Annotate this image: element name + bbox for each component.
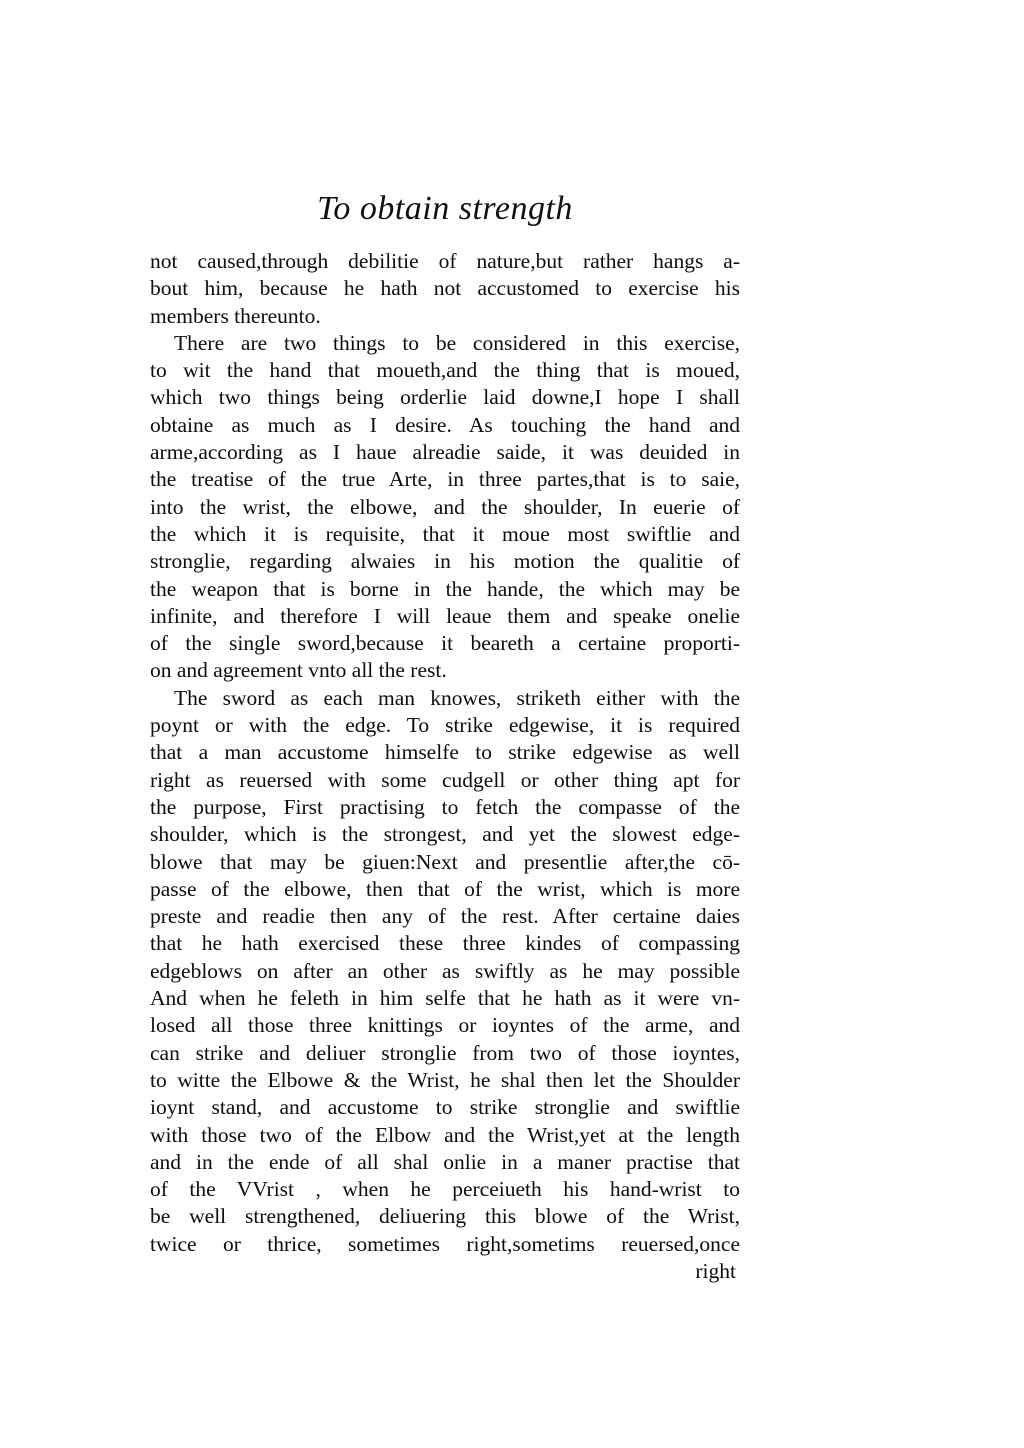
text-line: blowe that may be giuen:Next and presentlie after,the cō-	[150, 849, 740, 874]
text-line: that he hath exercised these three kindes of compassing	[150, 931, 740, 956]
catchword: right	[695, 1258, 736, 1283]
text-line: arme,according as I haue alreadie saide, it was deuided in	[150, 440, 740, 465]
text-line: right as reuersed with some cudgell or other thing apt for	[150, 767, 740, 792]
text-line: losed all those three knittings or ioyntes of the arme, and	[150, 1013, 740, 1038]
text-line: on and agreement vnto all the rest.	[150, 658, 447, 683]
text-line: not caused,through debilitie of nature,but rather hangs a-	[150, 249, 740, 273]
text-line: twice or thrice, sometimes right,sometims reuersed,once	[150, 1231, 740, 1256]
text-line: the purpose, First practising to fetch the compasse of the	[150, 794, 740, 819]
text-line: infinite, and therefore I will leaue them and speake onelie	[150, 603, 740, 628]
text-line: The sword as each man knowes, striketh either with the	[174, 685, 740, 710]
text-line: ioynt stand, and accustome to strike stronglie and swiftlie	[150, 1095, 740, 1120]
running-head: To obtain strength	[317, 190, 573, 227]
text-line: bout him, because he hath not accustomed to exercise his	[150, 276, 740, 301]
text-line: to witte the Elbowe & the Wrist, he shal then let the Shoulder	[150, 1067, 740, 1092]
text-line: the weapon that is borne in the hande, the which may be	[150, 576, 740, 601]
text-line: poynt or with the edge. To strike edgewise, it is required	[150, 713, 740, 738]
text-line: And when he feleth in him selfe that he hath as it were vn-	[150, 986, 740, 1011]
text-line: There are two things to be considered in this exercise,	[174, 330, 740, 355]
text-line: obtaine as much as I desire. As touching the hand and	[150, 412, 740, 437]
text-line: shoulder, which is the strongest, and yet the slowest edge-	[150, 822, 740, 847]
text-line: of the single sword,because it beareth a certaine proporti-	[150, 631, 740, 656]
text-line: with those two of the Elbow and the Wrist,yet at the length	[150, 1122, 740, 1147]
text-line: into the wrist, the elbowe, and the shoulder, In euerie of	[150, 494, 740, 519]
text-line: edgeblows on after an other as swiftly as he may possible	[150, 958, 740, 983]
text-line: of the VVrist , when he perceiueth his hand-wrist to	[150, 1177, 740, 1202]
text-line: the treatise of the true Arte, in three partes,that is to saie,	[150, 467, 740, 492]
text-line: preste and readie then any of the rest. After certaine daies	[150, 904, 740, 929]
text-line: be well strengthened, deliuering this blowe of the Wrist,	[150, 1204, 740, 1229]
text-line: passe of the elbowe, then that of the wrist, which is more	[150, 876, 740, 901]
text-line: members thereunto.	[150, 303, 321, 328]
text-line: that a man accustome himselfe to strike edgewise as well	[150, 740, 740, 765]
text-line: and in the ende of all shal onlie in a maner practise that	[150, 1149, 740, 1174]
text-line: to wit the hand that moueth,and the thing that is moued,	[150, 358, 740, 383]
body-text	[150, 248, 740, 1285]
text-line: stronglie, regarding alwaies in his motion the qualitie of	[150, 549, 740, 574]
text-line: the which it is requisite, that it moue most swiftlie and	[150, 521, 740, 546]
text-line: can strike and deliuer stronglie from two of those ioyntes,	[150, 1040, 740, 1065]
text-line: which two things being orderlie laid downe,I hope I shall	[150, 385, 740, 410]
